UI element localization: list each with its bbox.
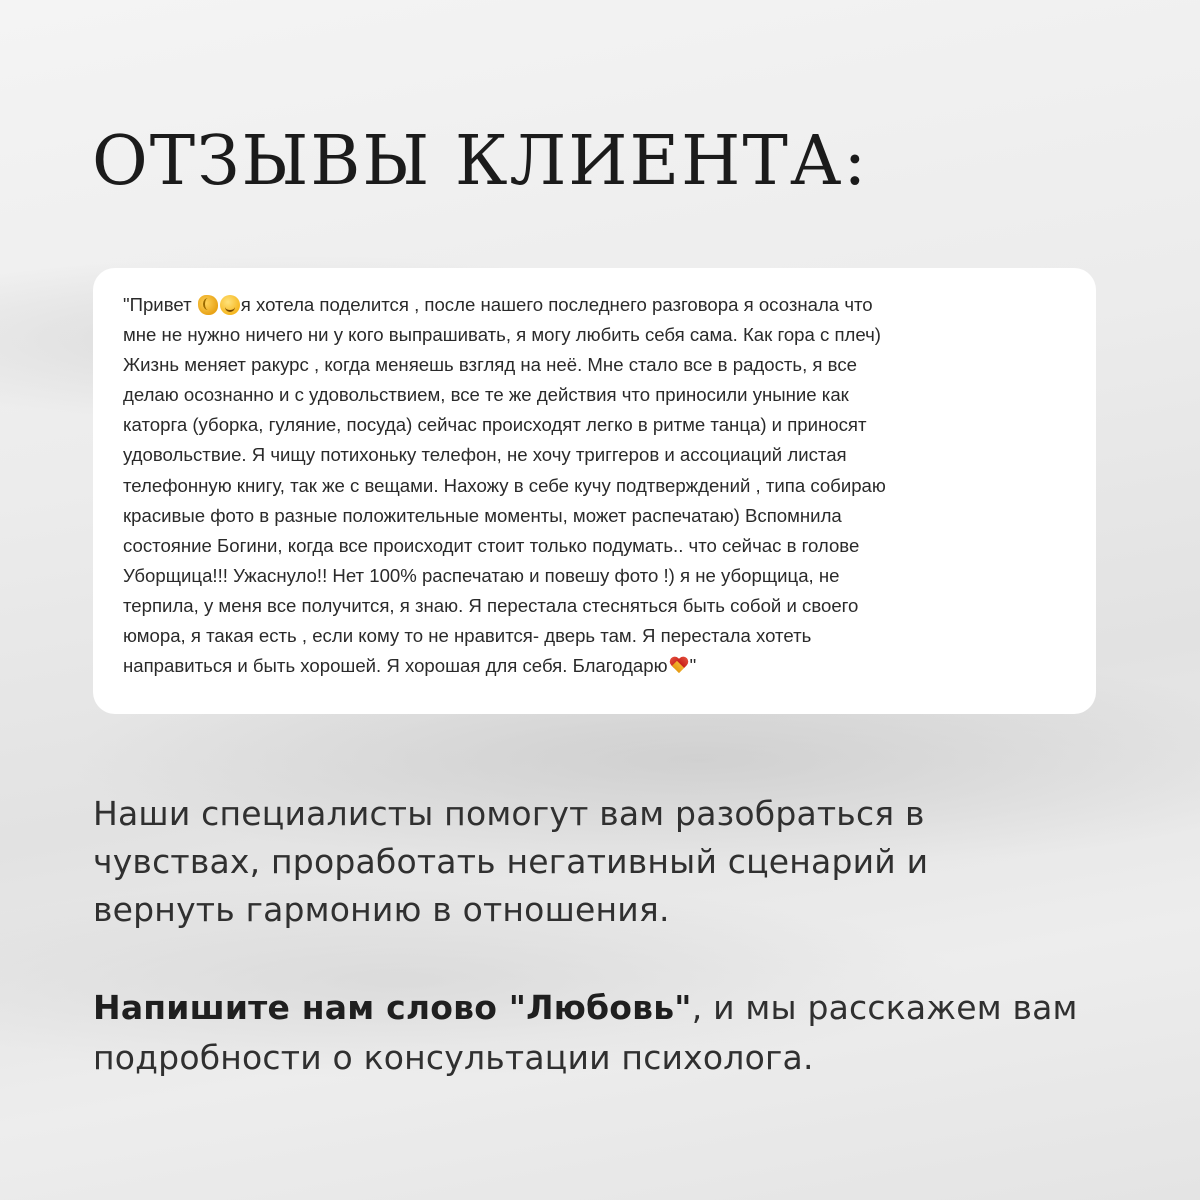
review-last-line: направиться и быть хорошей. Я хорошая для себя. Благодарю (123, 655, 668, 677)
smiling-face-icon (220, 295, 240, 315)
review-text (123, 290, 1068, 681)
clapping-hands-icon (198, 295, 218, 315)
cta-keyword: Напишите нам слово "Любовь" (93, 988, 692, 1027)
review-body: мне не нужно ничего ни у кого выпрашивать, я могу любить себя сама. Как гора с плеч) Жизнь меняет ракурс , когда меняешь взгляд на неё. Мне стало все в радость, я все делаю осознанно и с удовольствием, все те же действия что приносили уныние как каторга (уборка, гуляние, посуда) сейчас происходят легко в ритме танца) и приносят удовольствие. Я чищу потихоньку телефон, не хочу триггеров и ассоциаций листая телефонную книгу, так же с вещами. Нахожу в себе кучу подтверждений , типа собираю красивые фото в разные положительные моменты, может распечатаю) Вспомнила состояние Богини, когда все происходит стоит только подумать.. что сейчас в голове Уборщица!!! Ужаснуло!! Нет 100% распечатаю и повешу фото !) я не уборщица, не терпила, у меня все получится, я знаю. Я перестала стесняться быть собой и своего юмора, я такая есть , если кому то не нравится- дверь там. Я перестала хотеть (123, 324, 886, 647)
review-first-line: я хотела поделится , после нашего последнего разговора я осознала что (240, 294, 873, 315)
pitch-paragraph (93, 790, 1113, 934)
call-to-action (93, 983, 1133, 1083)
cta-rest: , и мы расскажем вам подробности о консультации психолога. (93, 988, 1078, 1077)
pitch-text: Наши специалисты помогут вам разобраться в чувствах, проработать негативный сценарий и вернуть гармонию в отношения. (93, 794, 929, 929)
heart-icon (669, 657, 689, 675)
review-opening: "Привет (123, 294, 197, 315)
review-card (93, 268, 1096, 714)
review-closing-quote: " (689, 655, 697, 677)
page-title: ОТЗЫВЫ КЛИЕНТА: (92, 122, 869, 201)
